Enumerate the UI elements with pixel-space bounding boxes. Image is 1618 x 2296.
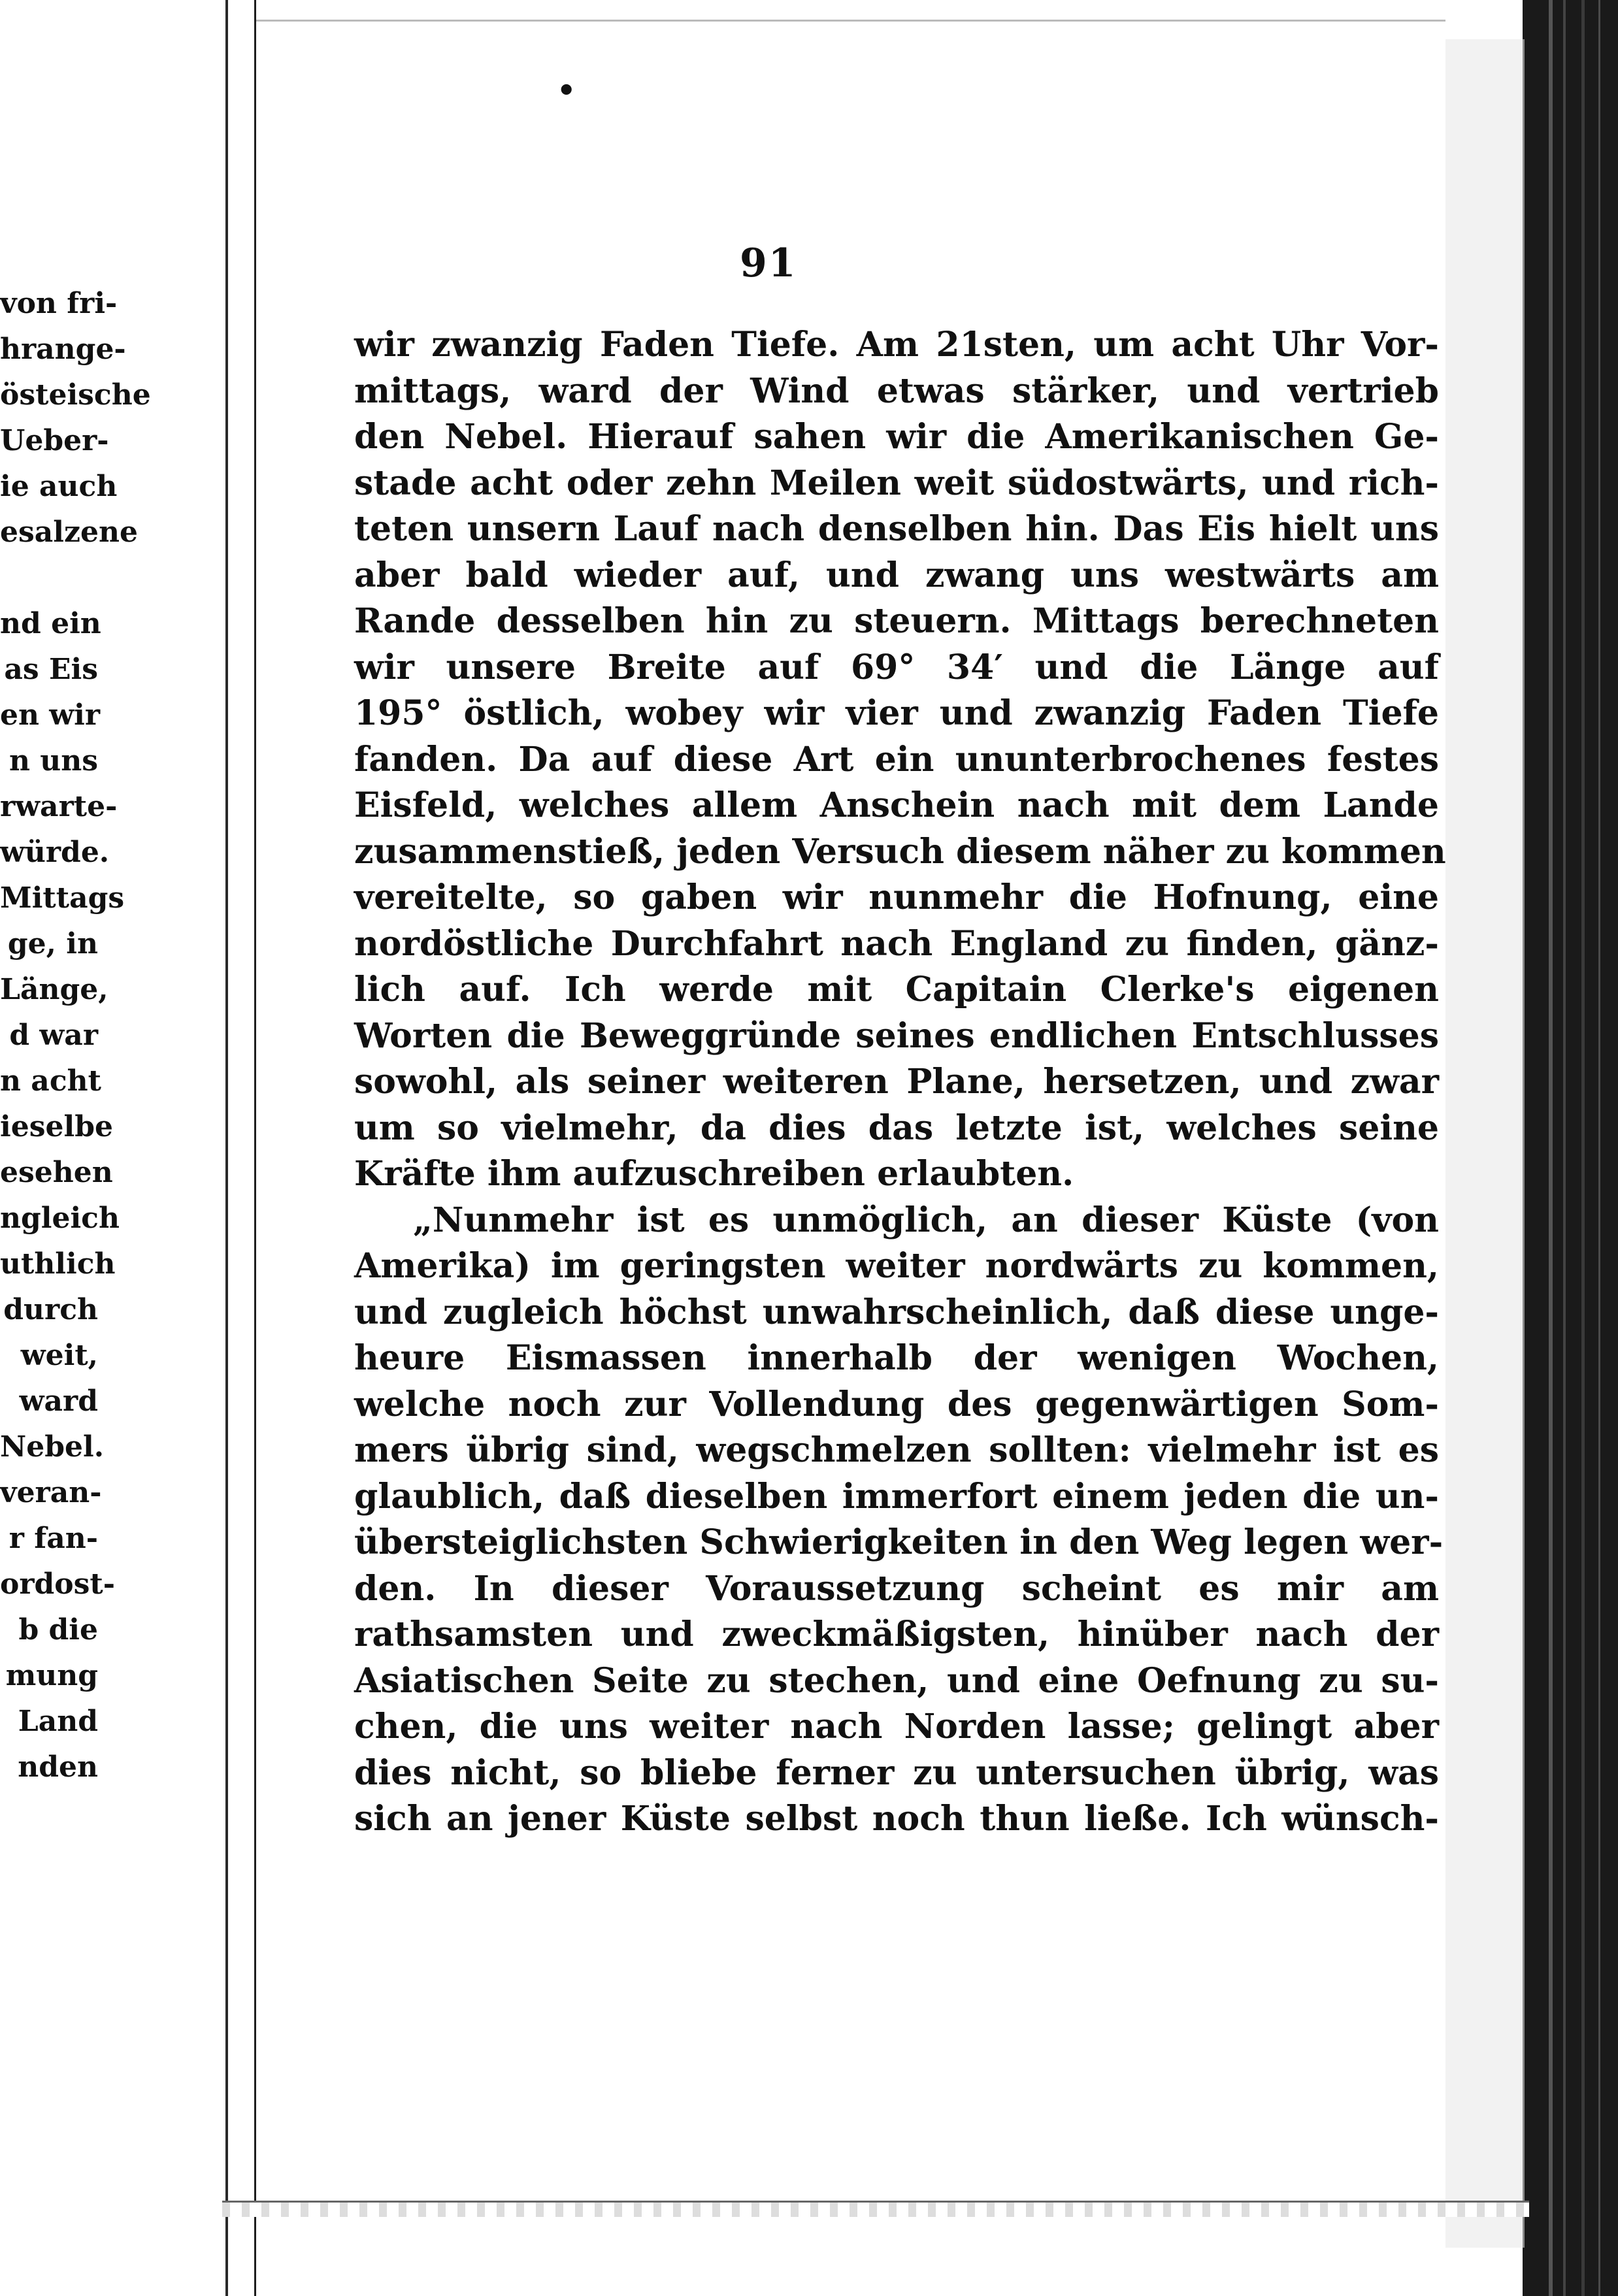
left-page-line: uthlich [0, 1247, 116, 1281]
body-line: Eisfeld, welches allem Anschein nach mit dem Lande [354, 785, 1439, 825]
quote-line: dies nicht, so bliebe ferner zu untersuchen übrig, was [354, 1752, 1439, 1793]
body-text [354, 322, 1446, 1843]
left-page-line: n acht [0, 1064, 101, 1098]
page-mark: • [557, 73, 576, 108]
left-page-line: ge, in [7, 927, 98, 960]
body-line: Worten die Beweggründe seines endlichen Entschlusses [354, 1015, 1439, 1056]
quote-line: sich an jener Küste selbst noch thun ließe. Ich wünsch- [354, 1799, 1439, 1839]
quote-line: „Nunmehr ist es unmöglich, an dieser Küste (von [413, 1200, 1439, 1240]
left-page-line: ie auch [0, 470, 118, 503]
page-stack [1438, 39, 1525, 2248]
quote-line: Amerika) im geringsten weiter nordwärts zu kommen, [354, 1246, 1439, 1286]
body-line: vereitelte, so gaben wir nunmehr die Hofnung, eine [354, 877, 1439, 917]
left-page-line: ordost- [0, 1567, 115, 1601]
quote-line: übersteiglichsten Schwierigkeiten in den Weg legen wer- [354, 1522, 1444, 1562]
body-line: 195° östlich, wobey wir vier und zwanzig Faden Tiefe [354, 693, 1439, 733]
left-page-line: nd ein [0, 607, 101, 640]
left-facing-page [0, 0, 228, 2296]
body-line: mittags, ward der Wind etwas stärker, und vertrieb [354, 370, 1439, 411]
quote-line: den. In dieser Voraussetzung scheint es mir am [354, 1568, 1439, 1609]
body-line: fanden. Da auf diese Art ein ununterbrochenes festes [354, 739, 1439, 779]
paragraph-gap [0, 555, 98, 601]
quote-line: heure Eismassen innerhalb der wenigen Wochen, [354, 1338, 1439, 1378]
quote-line: und zugleich höchst unwahrscheinlich, daß diese unge- [354, 1292, 1439, 1332]
left-page-line: Nebel. [0, 1430, 105, 1464]
left-page-line: esalzene [0, 516, 138, 549]
left-page-line: b die [18, 1613, 98, 1647]
page-bottom-edge [222, 2201, 1529, 2217]
left-page-line: durch [3, 1293, 98, 1326]
book-edge [1523, 0, 1618, 2296]
body-line: aber bald wieder auf, und zwang uns westwärts am [354, 555, 1439, 595]
left-page-line: ward [19, 1385, 98, 1418]
left-page-line: östeische [0, 378, 151, 412]
left-page-line: Ueber- [0, 424, 109, 457]
left-page-line: ngleich [0, 1202, 120, 1235]
quote-line: Asiatischen Seite zu stechen, und eine Oefnung zu su- [354, 1660, 1439, 1701]
left-page-line: mung [5, 1659, 98, 1692]
body-line: wir unsere Breite auf 69° 34′ und die Länge auf [354, 647, 1439, 687]
left-page-line: nden [18, 1750, 98, 1784]
body-line: stade acht oder zehn Meilen weit südostwärts, und rich- [354, 463, 1439, 503]
left-page-line: esehen [0, 1156, 113, 1189]
left-page-line: hrange- [0, 333, 126, 366]
quote-line: glaublich, daß dieselben immerfort einem jeden die un- [354, 1476, 1439, 1517]
left-page-text [0, 281, 151, 1790]
body-line: nordöstliche Durchfahrt nach England zu finden, gänz- [354, 923, 1439, 964]
body-line: wir zwanzig Faden Tiefe. Am 21sten, um acht Uhr Vor- [354, 325, 1439, 365]
left-page-line: d war [9, 1019, 98, 1052]
body-line: teten unsern Lauf nach denselben hin. Das Eis hielt uns [354, 509, 1439, 549]
quote-line: chen, die uns weiter nach Norden lasse; gelingt aber [354, 1707, 1439, 1747]
body-line: um so vielmehr, da dies das letzte ist, welches seine [354, 1107, 1439, 1148]
left-page-line: veran- [0, 1476, 102, 1509]
left-page-line: von fri- [0, 287, 118, 320]
body-line: lich auf. Ich werde mit Capitain Clerke's eigenen [354, 970, 1439, 1009]
left-page-line: rwarte- [0, 790, 118, 823]
main-page [256, 20, 1445, 2256]
left-page-line: r fan- [8, 1522, 98, 1555]
body-line: zusammenstieß, jeden Versuch diesem näher zu kommen [354, 831, 1446, 872]
quote-line: rathsamsten und zweckmäßigsten, hinüber nach der [354, 1615, 1439, 1654]
left-page-line: as Eis [4, 653, 98, 686]
book-edge-layer [1598, 0, 1600, 2296]
left-page-line: Land [18, 1705, 98, 1738]
body-line: den Nebel. Hierauf sahen wir die Amerikanischen Ge- [354, 417, 1439, 457]
left-page-line: Mittags [0, 881, 125, 915]
book-edge-layer [1581, 0, 1585, 2296]
left-page-line: Länge, [0, 973, 108, 1006]
body-line: Rande desselben hin zu steuern. Mittags berechneten [354, 601, 1439, 641]
left-page-line: n uns [8, 744, 98, 778]
book-edge-layer [1549, 0, 1553, 2296]
book-edge-layer [1563, 0, 1566, 2296]
body-line: sowohl, als seiner weiteren Plane, hersetzen, und zwar [354, 1062, 1439, 1102]
left-page-line: en wir [0, 698, 101, 732]
left-page-line: würde. [0, 836, 110, 869]
left-page-line: ieselbe [0, 1110, 113, 1143]
left-page-line: weit, [20, 1339, 98, 1372]
quote-line: welche noch zur Vollendung des gegenwärtigen Som- [354, 1384, 1439, 1424]
quote-line: mers übrig sind, wegschmelzen sollten: vielmehr ist es [354, 1430, 1439, 1470]
body-line: Kräfte ihm aufzuschreiben erlaubten. [354, 1154, 1074, 1194]
book-gutter [228, 0, 256, 2296]
page-number: 91 [740, 240, 797, 286]
